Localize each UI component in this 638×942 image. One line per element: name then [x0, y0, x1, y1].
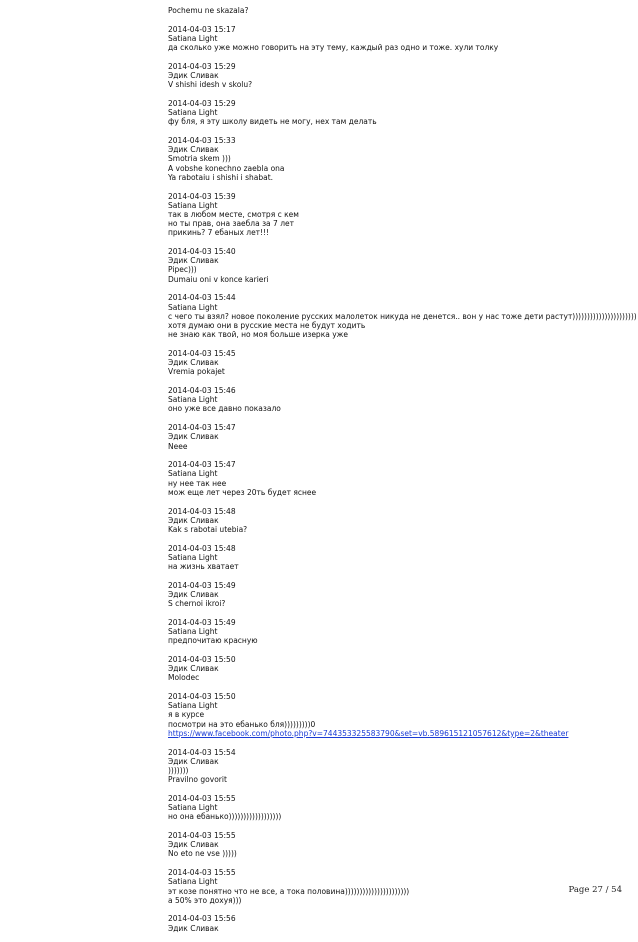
message-author: Satiana Light — [168, 200, 218, 210]
message-timestamp: 2014-04-03 15:56 — [168, 914, 236, 924]
message-author: Эдик Сливак — [168, 256, 219, 266]
chat-message — [168, 914, 628, 932]
message-timestamp: 2014-04-03 15:48 — [168, 506, 236, 516]
message-text: я в курсе — [168, 710, 205, 720]
message-author: Satiana Light — [168, 395, 218, 405]
message-timestamp: 2014-04-03 15:55 — [168, 793, 236, 803]
message-text: посмотри на это ебанько бля)))))))))0 — [168, 719, 316, 729]
chat-message — [168, 423, 628, 451]
chat-message — [168, 748, 628, 785]
message-timestamp: 2014-04-03 15:54 — [168, 747, 236, 757]
chat-message — [168, 618, 628, 646]
message-timestamp: 2014-04-03 15:47 — [168, 460, 236, 470]
message-author: Эдик Сливак — [168, 71, 219, 81]
chat-message — [168, 25, 628, 53]
message-text: Ya rabotaiu i shishi i shabat. — [168, 172, 274, 182]
message-text: на жизнь хватает — [168, 562, 239, 572]
message-timestamp: 2014-04-03 15:17 — [168, 24, 236, 34]
message-text: Molodec — [168, 673, 200, 683]
message-author: Satiana Light — [168, 108, 218, 118]
message-author: Satiana Light — [168, 627, 218, 637]
message-text: V shishi idesh v skolu? — [168, 80, 253, 90]
message-timestamp: 2014-04-03 15:39 — [168, 191, 236, 201]
message-timestamp: 2014-04-03 15:45 — [168, 348, 236, 358]
message-author: Эдик Сливак — [168, 358, 219, 368]
message-author: Satiana Light — [168, 701, 218, 711]
chat-message — [168, 581, 628, 609]
message-text: No eto ne vse ))))) — [168, 849, 237, 859]
message-text: с чего ты взял? новое поколение русских малолеток никуда не денется.. вон у нас тоже дети растут)))))))))))))))))))))) — [168, 311, 637, 321]
chat-message — [168, 692, 628, 738]
message-text: но она ебанько)))))))))))))))))) — [168, 812, 282, 822]
message-timestamp: 2014-04-03 15:50 — [168, 692, 236, 702]
message-text: но ты прав, она заебла за 7 лет — [168, 219, 294, 229]
chat-message — [168, 247, 628, 284]
message-author: Satiana Light — [168, 33, 218, 43]
message-author: Эдик Сливак — [168, 664, 219, 674]
message-timestamp: 2014-04-03 15:50 — [168, 654, 236, 664]
message-text: Vremia pokajet — [168, 367, 225, 377]
message-text: хотя думаю они в русские места не будут ходить — [168, 320, 366, 330]
message-author: Satiana Light — [168, 803, 218, 813]
chat-message — [168, 293, 637, 340]
message-author: Satiana Light — [168, 552, 218, 562]
message-timestamp: 2014-04-03 15:47 — [168, 423, 236, 433]
message-timestamp: 2014-04-03 15:29 — [168, 61, 236, 71]
chat-message — [168, 136, 628, 182]
message-text: да сколько уже можно говорить на эту тему, каждый раз одно и тоже. хули толку — [168, 43, 499, 53]
chat-message — [168, 655, 628, 683]
message-author: Satiana Light — [168, 469, 218, 479]
chat-message — [168, 507, 628, 535]
message-text: Dumaiu oni v konce karieri — [168, 274, 269, 284]
chat-message — [168, 192, 628, 238]
message-author: Эдик Сливак — [168, 145, 219, 155]
message-timestamp: 2014-04-03 15:55 — [168, 831, 236, 841]
message-link[interactable]: https://www.facebook.com/photo.php?v=744353325583790&set=vb.589615121057612&type=2&theater — [168, 728, 569, 738]
message-text: Kak s rabotai utebia? — [168, 524, 248, 534]
message-timestamp: 2014-04-03 15:48 — [168, 543, 236, 553]
chat-message — [168, 544, 628, 572]
chat-message — [168, 99, 628, 127]
chat-message — [168, 868, 628, 905]
message-text: A vobshe konechno zaebla ona — [168, 163, 285, 173]
message-text: ну нее так нее — [168, 478, 227, 488]
page-number: Page 27 / 54 — [568, 885, 622, 895]
message-text: эт козе понятно что не все, а тока половина)))))))))))))))))))))) — [168, 886, 410, 896]
chat-message — [168, 349, 628, 377]
message-author: Эдик Сливак — [168, 515, 219, 525]
message-author: Эдик Сливак — [168, 589, 219, 599]
message-author: Эдик Сливак — [168, 756, 219, 766]
message-timestamp: 2014-04-03 15:33 — [168, 136, 236, 146]
message-timestamp: 2014-04-03 15:29 — [168, 98, 236, 108]
message-timestamp: 2014-04-03 15:44 — [168, 293, 236, 303]
message-text: фу бля, я эту школу видеть не могу, нех там делать — [168, 117, 377, 127]
message-text: Pipec))) — [168, 265, 197, 275]
chat-message — [168, 794, 628, 822]
message-text: оно уже все давно показало — [168, 404, 281, 414]
chat-message — [168, 6, 628, 15]
message-text: мож еще лет через 20ть будет яснее — [168, 487, 317, 497]
message-text: Pravilno govorit — [168, 775, 227, 785]
message-text: S chernoi ikroi? — [168, 599, 226, 609]
message-text: Pochemu ne skazala? — [168, 6, 249, 15]
message-text: не знаю как твой, но моя больше изерка уже — [168, 330, 349, 340]
message-author: Эдик Сливак — [168, 923, 219, 933]
message-text: ))))))) — [168, 766, 189, 775]
message-text: Smotria skem ))) — [168, 154, 231, 164]
message-timestamp: 2014-04-03 15:49 — [168, 580, 236, 590]
chat-message — [168, 386, 628, 414]
message-timestamp: 2014-04-03 15:46 — [168, 386, 236, 395]
message-text: предпочитаю красную — [168, 636, 258, 646]
message-timestamp: 2014-04-03 15:40 — [168, 247, 236, 257]
chat-message — [168, 62, 628, 90]
message-text: а 50% это дохуя))) — [168, 895, 242, 905]
message-author: Satiana Light — [168, 877, 218, 887]
message-author: Эдик Сливак — [168, 840, 219, 850]
message-timestamp: 2014-04-03 15:49 — [168, 617, 236, 627]
message-text: так в любом месте, смотря с кем — [168, 209, 299, 219]
chat-message — [168, 460, 628, 497]
message-author: Satiana Light — [168, 302, 218, 312]
chat-message — [168, 831, 628, 859]
chat-log — [168, 6, 637, 942]
message-author: Эдик Сливак — [168, 432, 219, 442]
message-text: Neee — [168, 441, 188, 451]
message-timestamp: 2014-04-03 15:55 — [168, 868, 236, 878]
message-text: прикинь? 7 ебаных лет!!! — [168, 228, 270, 238]
